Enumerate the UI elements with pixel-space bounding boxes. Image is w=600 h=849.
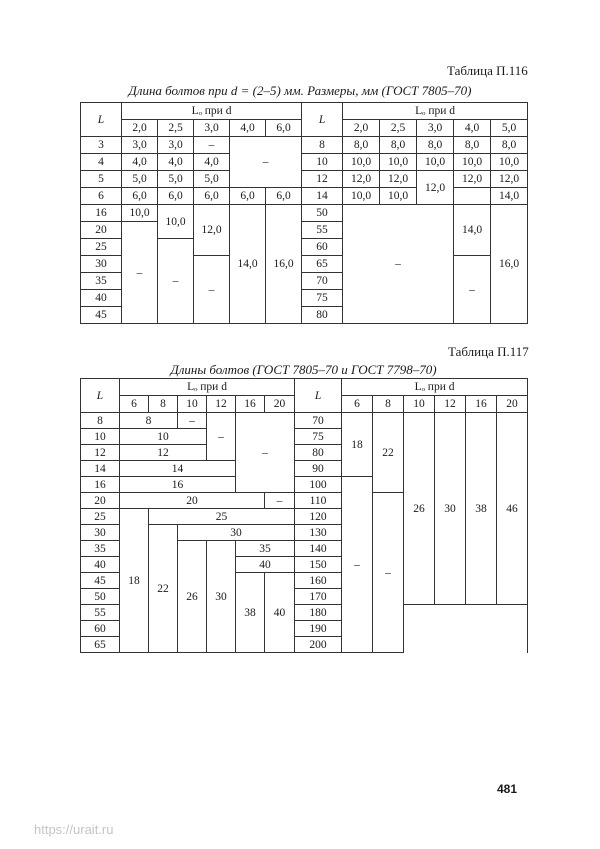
blank-cell (454, 188, 491, 205)
header-L: L (81, 103, 122, 137)
value-cell: 8,0 (343, 137, 380, 154)
d-header: 2,5 (158, 120, 194, 137)
d-header: 12 (435, 396, 466, 413)
value-cell: 10,0 (380, 154, 417, 171)
L-cell: 120 (295, 509, 342, 525)
value-cell: 4,0 (122, 154, 158, 171)
L-cell: 180 (295, 605, 342, 621)
value-cell: 25 (149, 509, 295, 525)
dash-cell: – (122, 222, 158, 324)
dash-cell: – (342, 477, 373, 653)
header-Lo-right: Lₒ при d (343, 103, 528, 120)
L-cell: 130 (295, 525, 342, 541)
dash-cell: – (265, 493, 295, 509)
L-cell: 190 (295, 621, 342, 637)
value-cell: – (194, 137, 230, 154)
value-cell: 12 (120, 445, 207, 461)
L-cell: 65 (302, 256, 343, 273)
d-header: 4,0 (230, 120, 266, 137)
L-cell: 20 (81, 493, 120, 509)
dash-cell: – (373, 493, 404, 653)
L-cell: 3 (81, 137, 122, 154)
d-header: 20 (265, 396, 295, 413)
L-cell: 50 (81, 589, 120, 605)
L-cell: 60 (302, 239, 343, 256)
header-Lo: Lₒ при d (122, 103, 302, 120)
value-cell: 10,0 (417, 154, 454, 171)
dash-cell: – (454, 256, 491, 324)
L-cell: 45 (81, 307, 122, 324)
L-cell: 40 (81, 290, 122, 307)
L-cell: 20 (81, 222, 122, 239)
value-cell: 35 (236, 541, 295, 557)
header-L-right: L (302, 103, 343, 137)
table-116-label: Таблица П.116 (447, 63, 528, 78)
L-cell: 4 (81, 154, 122, 171)
dash-cell: – (194, 256, 230, 324)
L-cell: 50 (302, 205, 343, 222)
d-header: 10 (178, 396, 207, 413)
d-header: 6 (342, 396, 373, 413)
value-cell: 46 (497, 413, 528, 605)
dash-cell: – (207, 413, 236, 461)
value-cell: 16 (120, 477, 236, 493)
d-header: 5,0 (491, 120, 528, 137)
d-header: 3,0 (417, 120, 454, 137)
dash-cell: – (236, 413, 295, 493)
d-header: 8 (373, 396, 404, 413)
L-cell: 160 (295, 573, 342, 589)
d-header: 16 (466, 396, 497, 413)
value-cell: 16,0 (491, 205, 528, 324)
L-cell: 25 (81, 239, 122, 256)
table-116-caption: Длина болтов при d = (2–5) мм. Размеры, мм (ГОСТ 7805–70) (128, 83, 472, 98)
value-cell: 26 (404, 413, 435, 605)
value-cell: 10 (120, 429, 207, 445)
d-header: 6,0 (266, 120, 302, 137)
value-cell: 26 (178, 541, 207, 653)
d-header: 2,0 (122, 120, 158, 137)
L-cell: 80 (302, 307, 343, 324)
value-cell: 40 (265, 573, 295, 653)
value-cell: 14,0 (454, 205, 491, 256)
value-cell: 22 (149, 525, 178, 653)
L-cell: 110 (295, 493, 342, 509)
value-cell: 12,0 (194, 205, 230, 256)
value-cell: 10,0 (380, 188, 417, 205)
value-cell: 3,0 (158, 137, 194, 154)
d-header: 3,0 (194, 120, 230, 137)
L-cell: 14 (81, 461, 120, 477)
value-cell: 12,0 (454, 171, 491, 188)
value-cell: 14 (120, 461, 236, 477)
value-cell: 12,0 (380, 171, 417, 188)
L-cell: 140 (295, 541, 342, 557)
L-cell: 35 (81, 541, 120, 557)
value-cell: 18 (120, 509, 149, 653)
value-cell: 6,0 (266, 188, 302, 205)
value-cell: 10,0 (122, 205, 158, 222)
value-cell: 22 (373, 413, 404, 493)
header-Lo-right: Lₒ при d (342, 379, 528, 396)
L-cell: 150 (295, 557, 342, 573)
value-cell: 14,0 (491, 188, 528, 205)
L-cell: 40 (81, 557, 120, 573)
value-cell: 3,0 (122, 137, 158, 154)
L-cell: 80 (295, 445, 342, 461)
value-cell: 8,0 (491, 137, 528, 154)
header-L: L (81, 379, 120, 413)
L-cell: 30 (81, 256, 122, 273)
L-cell: 5 (81, 171, 122, 188)
value-cell: 5,0 (158, 171, 194, 188)
L-cell: 75 (295, 429, 342, 445)
value-cell: 30 (207, 541, 236, 653)
dash-cell: – (343, 205, 454, 324)
L-cell: 170 (295, 589, 342, 605)
header-Lo: Lₒ при d (120, 379, 295, 396)
page-number: 481 (497, 782, 518, 796)
d-header: 12 (207, 396, 236, 413)
value-cell: 8 (120, 413, 178, 429)
dash-cell: – (178, 413, 207, 429)
d-header: 4,0 (454, 120, 491, 137)
watermark: https://urait.ru (34, 822, 114, 837)
value-cell: 30 (178, 525, 295, 541)
value-cell: 18 (342, 413, 373, 477)
L-cell: 55 (81, 605, 120, 621)
value-cell: 6,0 (230, 188, 266, 205)
L-cell: 45 (81, 573, 120, 589)
value-cell: 38 (236, 573, 265, 653)
L-cell: 8 (302, 137, 343, 154)
L-cell: 16 (81, 205, 122, 222)
d-header: 20 (497, 396, 528, 413)
d-header: 16 (236, 396, 265, 413)
dash-cell: – (158, 239, 194, 324)
L-cell: 100 (295, 477, 342, 493)
table-116 (80, 102, 528, 324)
L-cell: 12 (81, 445, 120, 461)
value-cell: 6,0 (194, 188, 230, 205)
L-cell: 55 (302, 222, 343, 239)
L-cell: 25 (81, 509, 120, 525)
d-header: 8 (149, 396, 178, 413)
d-header: 6 (120, 396, 149, 413)
L-cell: 70 (302, 273, 343, 290)
value-cell: 8,0 (454, 137, 491, 154)
L-cell: 12 (302, 171, 343, 188)
value-cell: 10,0 (343, 154, 380, 171)
value-cell: 6,0 (158, 188, 194, 205)
L-cell: 8 (81, 413, 120, 429)
value-cell: 6,0 (122, 188, 158, 205)
L-cell: 10 (81, 429, 120, 445)
d-header: 2,5 (380, 120, 417, 137)
table-117 (80, 378, 528, 653)
L-cell: 6 (81, 188, 122, 205)
dash-cell: – (230, 137, 302, 188)
value-cell: 4,0 (194, 154, 230, 171)
value-cell: 12,0 (417, 171, 454, 205)
L-cell: 65 (81, 637, 120, 653)
value-cell: 8,0 (380, 137, 417, 154)
L-cell: 30 (81, 525, 120, 541)
L-cell: 70 (295, 413, 342, 429)
value-cell: 12,0 (491, 171, 528, 188)
value-cell: 30 (435, 413, 466, 605)
L-cell: 90 (295, 461, 342, 477)
d-header: 2,0 (343, 120, 380, 137)
L-cell: 60 (81, 621, 120, 637)
table-117-label: Таблица П.117 (448, 344, 529, 359)
value-cell: 20 (120, 493, 265, 509)
L-cell: 35 (81, 273, 122, 290)
value-cell: 8,0 (417, 137, 454, 154)
value-cell: 5,0 (122, 171, 158, 188)
value-cell: 10,0 (454, 154, 491, 171)
value-cell: 38 (466, 413, 497, 605)
value-cell: 4,0 (158, 154, 194, 171)
L-cell: 200 (295, 637, 342, 653)
header-L-right: L (295, 379, 342, 413)
L-cell: 16 (81, 477, 120, 493)
value-cell: 5,0 (194, 171, 230, 188)
L-cell: 10 (302, 154, 343, 171)
L-cell: 14 (302, 188, 343, 205)
value-cell: 14,0 (230, 205, 266, 324)
value-cell: 40 (236, 557, 295, 573)
d-header: 10 (404, 396, 435, 413)
L-cell: 75 (302, 290, 343, 307)
value-cell: 12,0 (343, 171, 380, 188)
value-cell: 10,0 (343, 188, 380, 205)
table-117-caption: Длины болтов (ГОСТ 7805–70 и ГОСТ 7798–70) (170, 362, 437, 377)
value-cell: 10,0 (491, 154, 528, 171)
value-cell: 10,0 (158, 205, 194, 239)
value-cell: 16,0 (266, 205, 302, 324)
